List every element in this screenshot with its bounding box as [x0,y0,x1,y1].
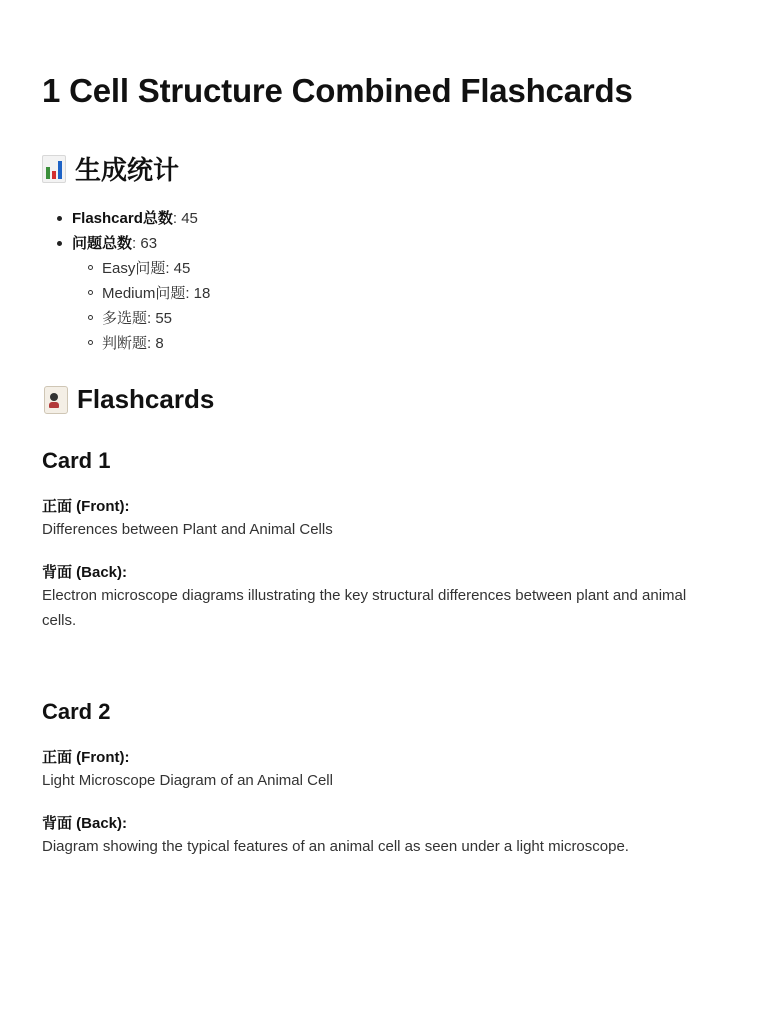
joker-card-icon [44,386,68,414]
back-text: Diagram showing the typical features of an animal cell as seen under a light microscope. [42,838,629,855]
stats-heading-text: 生成统计 [75,155,180,185]
back-label: 背面 (Back): [42,564,128,581]
front-label: 正面 (Front): [42,498,130,515]
stats-heading [42,150,179,187]
list-item: Medium问题: 18 [72,281,210,306]
stat-label: 问题总数 [72,235,133,252]
stat-value: : 63 [132,235,158,252]
card-title: Card 1 [42,448,111,473]
list-item: 多选题: 55 [72,306,210,331]
front-text: Light Microscope Diagram of an Animal Cell [42,772,333,789]
front-label: 正面 (Front): [42,749,130,766]
list-item: Easy问题: 45 [72,256,210,281]
front-text: Differences between Plant and Animal Cells [42,521,333,538]
list-item: 判断题: 8 [72,331,210,356]
list-item [42,206,210,231]
stat-value: : 45 [172,210,198,227]
stat-label: Flashcard总数 [72,210,173,227]
flashcards-heading [42,384,214,415]
flashcards-heading-text: Flashcards [77,384,215,414]
stats-list [42,206,210,356]
back-label: 背面 (Back): [42,815,128,832]
card-title: Card 2 [42,699,111,724]
bar-chart-icon [42,155,66,183]
back-text: Electron microscope diagrams illustrating the key structural differences between plant and animal cells. [42,587,687,629]
page-title: 1 Cell Structure Combined Flashcards [42,72,633,109]
list-item [42,231,210,356]
question-breakdown-list [72,256,210,356]
